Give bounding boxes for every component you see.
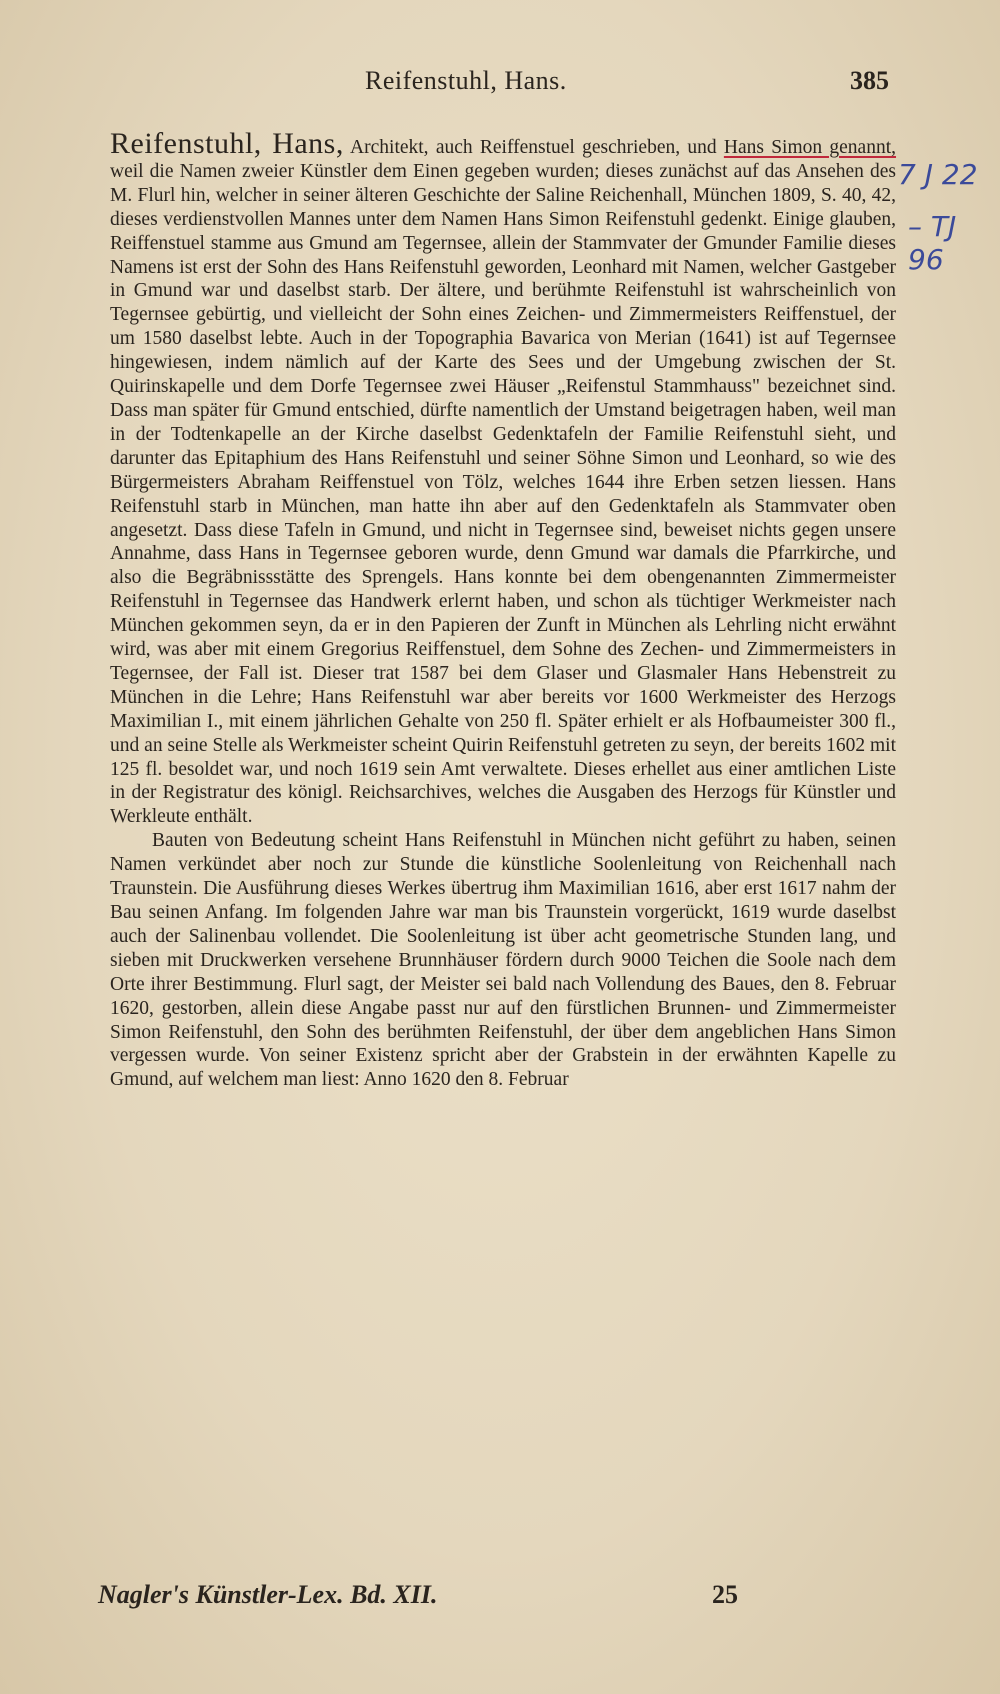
handwritten-note-1: 7 J 22: [898, 158, 978, 191]
entry-body: [110, 127, 897, 1092]
page-number: 385: [850, 66, 889, 95]
handwritten-note-2: – TJ 96: [908, 210, 957, 276]
sheet-number: 25: [712, 1580, 738, 1609]
running-title: Reifenstuhl, Hans.: [365, 66, 567, 95]
running-header: [0, 62, 1000, 102]
first-line-rest: Architekt, auch Reiffenstuel geschrieben, und: [343, 137, 717, 158]
entry-name: Reifenstuhl, Hans,: [110, 127, 344, 160]
page-footer: [0, 1580, 1000, 1620]
paragraph-1-text: weil die Namen zweier Künstler dem Einen gegeben wurden; dieses zunächst auf das Ansehen des M. Flurl hin, welcher in seiner älteren Geschichte der Saline Reichenhall, München 1809, S. 40, 42, dieses verdienstvollen Mannes unter dem Namen Hans Simon Reifenstuhl gedenkt. Einige glauben, Reiffenstuel stamme aus Gmund am Tegernsee, allein der Stammvater der Gmunder Familie dieses Namens ist erst der Sohn des Hans Reifenstuhl geworden, Leonhard mit Namen, welcher Gastgeber in Gmund war und daselbst starb. Der ältere, und berühmte Reifenstuhl ist wahrscheinlich von Tegernsee gebürtig, und vielleicht der Sohn eines Zeichen- und Zimmermeisters Reiffenstuel, der um 1580 daselbst lebte. Auch in der Topographia Bavarica von Merian (1641) ist auf Tegernsee hingewiesen, indem nämlich auf der Karte des Sees und der Umgebung zwischen der St. Quirinskapelle und dem Dorfe Tegernsee zwei Häuser „Reifenstul Stammhauss" bezeichnet sind. Dass man später für Gmund entschied, dürfte namentlich der Umstand beigetragen haben, weil man in der Todtenkapelle an der Kirche daselbst Gedenktafeln der Familie Reifenstuhl sieht, und darunter das Epitaphium des Hans Reifenstuhl und seiner Söhne Simon und Leonhard, so wie des Bürgermeisters Abraham Reiffenstuel von Tölz, welches 1644 ihre Erben setzen liessen. Hans Reifenstuhl starb in München, man hatte ihn aber auf den Gedenktafeln als Stammvater oben angesetzt. Dass diese Tafeln in Gmund, und nicht in Tegernsee sind, beweiset nichts gegen unsere Annahme, dass Hans in Tegernsee geboren wurde, denn Gmund war damals die Pfarrkirche, und also die Begräbnissstätte des Sprengels. Hans konnte bei dem obengenannten Zimmermeister Reifenstuhl in Tegernsee das Handwerk erlernt haben, und schon als tüchtiger Werkmeister nach München gekommen seyn, da er in den Papieren der Zunft in München als Lehrling nicht erwähnt wird, was aber mit einem Gregorius Reiffenstuel, dem Sohne des Zechen- und Zimmermeisters in Tegernsee, der Fall ist. Dieser trat 1587 bei dem Glaser und Glasmaler Hans Hebenstreit zu München in die Lehre; Hans Reifenstuhl war aber bereits vor 1600 Werkmeister des Herzogs Maximilian I., mit einem jährlichen Gehalte von 250 fl. Später erhielt er als Hofbaumeister 300 fl., und an seine Stelle als Werkmeister scheint Quirin Reifenstuhl getreten zu seyn, der bereits 1602 mit 125 fl. besoldet war, und noch 1619 sein Amt verwaltete. Dieses erhellet aus einer amtlichen Liste in der Registratur des königl. Reichsarchives, welches die Ausgaben des Herzogs für Künstler und Werkleute enthält.: [110, 160, 896, 828]
signature-mark: Nagler's Künstler-Lex. Bd. XII.: [98, 1580, 438, 1609]
paragraph-1: [110, 127, 897, 829]
underlined-phrase: Hans Simon genannt,: [723, 137, 897, 158]
paragraph-2: Bauten von Bedeutung scheint Hans Reifenstuhl in München nicht geführt zu haben, seinen Namen verkündet aber noch zur Stunde die künstliche Soolenleitung von Reichenhall nach Traunstein. Die Ausführung dieses Werkes übertrug ihm Maximilian 1616, aber erst 1617 nahm der Bau seinen Anfang. Im folgenden Jahre war man bis Traunstein vorgerückt, 1619 wurde daselbst auch der Salinenbau vollendet. Die Soolenleitung ist über acht geometrische Stunden lang, und sieben mit Druckwerken versehene Brunnhäuser fördern durch 9000 Teichen die Soole nach dem Orte ihrer Bestimmung. Flurl sagt, der Meister sei bald nach Vollendung des Baues, den 8. Februar 1620, gestorben, allein diese Angabe passt nur auf den fürstlichen Brunnen- und Zimmermeister Simon Reifenstuhl, den Sohn des berühmten Reifenstuhl, der über dem angeblichen Hans Simon vergessen wurde. Von seiner Existenz spricht aber der Grabstein in der erwähnten Kapelle zu Gmund, auf welchem man liest: Anno 1620 den 8. Februar: [110, 830, 896, 1091]
